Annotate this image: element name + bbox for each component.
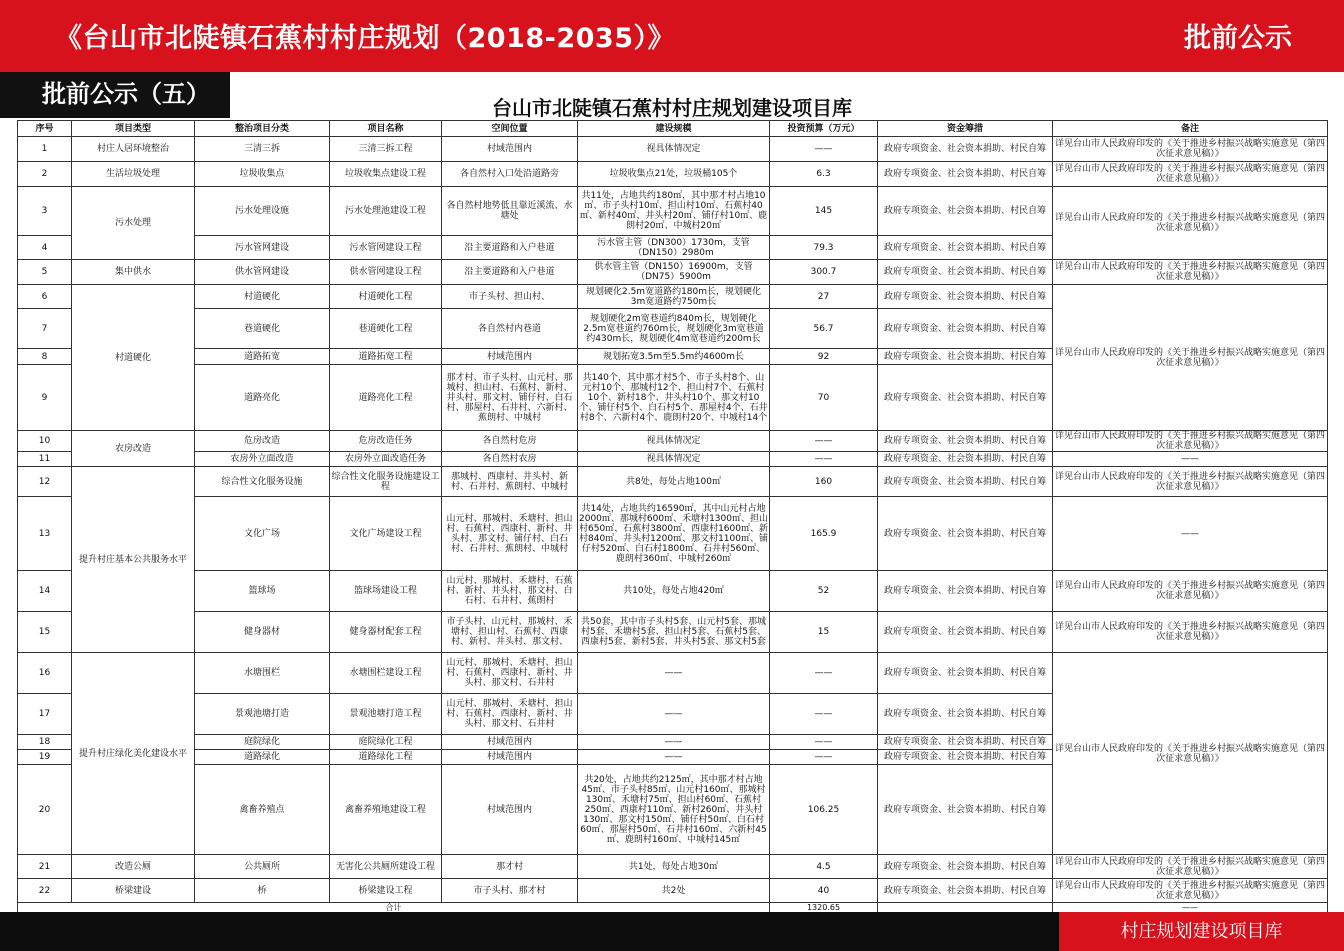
col-header-no: 序号 <box>18 121 72 137</box>
cell-investment: 145 <box>770 187 878 236</box>
cell-category: 污水处理设施 <box>195 187 330 236</box>
cell-location: 沿主要道路和入户巷道 <box>442 260 578 285</box>
cell-investment: —— <box>770 137 878 162</box>
cell-category: 巷道硬化 <box>195 309 330 349</box>
cell-category: 污水管网建设 <box>195 236 330 260</box>
cell-note: 详见台山市人民政府印发的《关于推进乡村振兴战略实施意见（第四次征求意见稿）》 <box>1053 162 1328 187</box>
cell-investment: 52 <box>770 571 878 612</box>
table-row <box>18 260 1328 285</box>
cell-no: 8 <box>18 349 72 365</box>
cell-name: 危房改造任务 <box>330 431 442 452</box>
table-row <box>18 571 1328 612</box>
cell-location: 村域范围内 <box>442 750 578 765</box>
section-label: 批前公示（五） <box>0 72 230 118</box>
cell-note: 详见台山市人民政府印发的《关于推进乡村振兴战略实施意见（第四次征求意见稿）》 <box>1053 855 1328 879</box>
cell-type: 改造公厕 <box>72 855 195 879</box>
cell-no: 16 <box>18 653 72 694</box>
cell-type: 农房改造 <box>72 431 195 467</box>
cell-note: 详见台山市人民政府印发的《关于推进乡村振兴战略实施意见（第四次征求意见稿）》 <box>1053 187 1328 260</box>
cell-no: 4 <box>18 236 72 260</box>
cell-funding: 政府专项资金、社会资本捐助、村民自筹 <box>878 452 1053 467</box>
cell-investment: 79.3 <box>770 236 878 260</box>
col-header-funding: 资金筹措 <box>878 121 1053 137</box>
cell-investment: —— <box>770 694 878 735</box>
cell-category: 禽畜养殖点 <box>195 765 330 855</box>
table-row <box>18 612 1328 653</box>
cell-investment: 15 <box>770 612 878 653</box>
total-funding <box>878 903 1053 913</box>
cell-category: 庭院绿化 <box>195 735 330 750</box>
project-table <box>17 120 1328 913</box>
table-row <box>18 285 1328 309</box>
cell-funding: 政府专项资金、社会资本捐助、村民自筹 <box>878 612 1053 653</box>
cell-investment: —— <box>770 750 878 765</box>
cell-location: 各自然村地势低且靠近溪流、水塘处 <box>442 187 578 236</box>
cell-note: —— <box>1053 452 1328 467</box>
cell-investment: —— <box>770 431 878 452</box>
cell-name: 庭院绿化工程 <box>330 735 442 750</box>
document-title: 《台山市北陡镇石蕉村村庄规划（2018-2035）》 <box>55 23 675 54</box>
cell-no: 14 <box>18 571 72 612</box>
cell-funding: 政府专项资金、社会资本捐助、村民自筹 <box>878 285 1053 309</box>
cell-scale: 供水管主管（DN150）16900m，支管（DN75）5900m <box>578 260 770 285</box>
cell-location: 沿主要道路和入户巷道 <box>442 236 578 260</box>
cell-note: 详见台山市人民政府印发的《关于推进乡村振兴战略实施意见（第四次征求意见稿）》 <box>1053 467 1328 497</box>
cell-category: 村道硬化 <box>195 285 330 309</box>
cell-funding: 政府专项资金、社会资本捐助、村民自筹 <box>878 365 1053 431</box>
total-value: 1320.65 <box>770 903 878 913</box>
cell-category: 垃圾收集点 <box>195 162 330 187</box>
cell-type: 桥梁建设 <box>72 879 195 903</box>
cell-category: 道路亮化 <box>195 365 330 431</box>
cell-scale: 视具体情况定 <box>578 452 770 467</box>
cell-type: 村道硬化 <box>72 285 195 431</box>
cell-scale: 共50套，其中市子头村5套、山元村5套、那城村5套、禾塘村5套、担山村5套、石蕉村5套、西康村5套、新村5套、井头村5套、那文村5套 <box>578 612 770 653</box>
cell-name: 道路亮化工程 <box>330 365 442 431</box>
cell-scale: 垃圾收集点21处，垃圾桶105个 <box>578 162 770 187</box>
cell-no: 15 <box>18 612 72 653</box>
cell-category: 公共厕所 <box>195 855 330 879</box>
cell-category: 农房外立面改造 <box>195 452 330 467</box>
cell-name: 道路绿化工程 <box>330 750 442 765</box>
table-row <box>18 855 1328 879</box>
col-header-scale: 建设规模 <box>578 121 770 137</box>
table-row <box>18 137 1328 162</box>
cell-name: 村道硬化工程 <box>330 285 442 309</box>
cell-name: 污水处理池建设工程 <box>330 187 442 236</box>
col-header-location: 空间位置 <box>442 121 578 137</box>
cell-scale: 共8处，每处占地100㎡ <box>578 467 770 497</box>
cell-no: 11 <box>18 452 72 467</box>
table-header-row <box>18 121 1328 137</box>
cell-no: 12 <box>18 467 72 497</box>
total-row <box>18 903 1328 913</box>
cell-name: 桥梁建设工程 <box>330 879 442 903</box>
cell-category: 文化广场 <box>195 497 330 571</box>
cell-funding: 政府专项资金、社会资本捐助、村民自筹 <box>878 137 1053 162</box>
table-row <box>18 467 1328 497</box>
cell-scale: 共140个，其中那才村5个、市子头村8个、山元村10个、那城村12个、担山村7个、石蕉村10个、新村18个、井头村10个、那文村10个、铺仔村5个、白石村5个、那屋村4个、石井村8个、六新村4个、鹿朗村20个、中城村14个 <box>578 365 770 431</box>
cell-investment: 27 <box>770 285 878 309</box>
col-header-note: 备注 <box>1053 121 1328 137</box>
table-row <box>18 162 1328 187</box>
cell-location: 市子头村、那才村 <box>442 879 578 903</box>
cell-funding: 政府专项资金、社会资本捐助、村民自筹 <box>878 260 1053 285</box>
cell-scale: 共1处，每处占地30㎡ <box>578 855 770 879</box>
cell-funding: 政府专项资金、社会资本捐助、村民自筹 <box>878 750 1053 765</box>
cell-note: 详见台山市人民政府印发的《关于推进乡村振兴战略实施意见（第四次征求意见稿）》 <box>1053 571 1328 612</box>
cell-category: 篮球场 <box>195 571 330 612</box>
cell-name: 水塘围栏建设工程 <box>330 653 442 694</box>
cell-no: 10 <box>18 431 72 452</box>
cell-scale: —— <box>578 653 770 694</box>
table-row <box>18 431 1328 452</box>
cell-location: 山元村、那城村、禾塘村、石蕉村、新村、井头村、那文村、白石村、石井村、蕉朗村 <box>442 571 578 612</box>
cell-scale: —— <box>578 750 770 765</box>
cell-note: 详见台山市人民政府印发的《关于推进乡村振兴战略实施意见（第四次征求意见稿）》 <box>1053 285 1328 431</box>
cell-scale: 视具体情况定 <box>578 431 770 452</box>
table-row <box>18 653 1328 694</box>
cell-name: 供水管网建设工程 <box>330 260 442 285</box>
cell-note: 详见台山市人民政府印发的《关于推进乡村振兴战略实施意见（第四次征求意见稿）》 <box>1053 137 1328 162</box>
cell-scale: 共20处，占地共约2125㎡，其中那才村占地45㎡、市子头村85㎡、山元村160㎡、那城村130㎡、禾塘村75㎡、担山村60㎡、石蕉村250㎡、西康村110㎡、新村260㎡、井头村130㎡、那文村150㎡、铺仔村50㎡、白石村60㎡、那屋村50㎡、石井村160㎡、六新村45㎡、鹿朗村160㎡、中城村145㎡ <box>578 765 770 855</box>
cell-name: 健身器材配套工程 <box>330 612 442 653</box>
cell-type: 提升村庄绿化美化建设水平 <box>72 653 195 855</box>
cell-investment: —— <box>770 653 878 694</box>
cell-location: 那城村、西康村、井头村、新村、石井村、蕉朗村、中城村 <box>442 467 578 497</box>
cell-funding: 政府专项资金、社会资本捐助、村民自筹 <box>878 855 1053 879</box>
cell-investment: —— <box>770 735 878 750</box>
cell-location: 各自然村农房 <box>442 452 578 467</box>
cell-scale: 规划硬化2.5m宽道路约180m长，规划硬化3m宽道路约750m长 <box>578 285 770 309</box>
cell-note: 详见台山市人民政府印发的《关于推进乡村振兴战略实施意见（第四次征求意见稿）》 <box>1053 431 1328 452</box>
cell-category: 三清三拆 <box>195 137 330 162</box>
cell-funding: 政府专项资金、社会资本捐助、村民自筹 <box>878 879 1053 903</box>
cell-no: 19 <box>18 750 72 765</box>
cell-scale: 规划拓宽3.5m至5.5m约4600m长 <box>578 349 770 365</box>
cell-name: 篮球场建设工程 <box>330 571 442 612</box>
cell-location: 村域范围内 <box>442 137 578 162</box>
cell-scale: 规划硬化2m宽巷道约840m长，规划硬化2.5m宽巷道约760m长，规划硬化3m宽巷道约430m长，规划硬化4m宽巷道约200m长 <box>578 309 770 349</box>
cell-name: 农房外立面改造任务 <box>330 452 442 467</box>
cell-investment: 106.25 <box>770 765 878 855</box>
cell-no: 2 <box>18 162 72 187</box>
col-header-category: 整治项目分类 <box>195 121 330 137</box>
cell-location: 村域范围内 <box>442 765 578 855</box>
cell-no: 5 <box>18 260 72 285</box>
cell-category: 道路绿化 <box>195 750 330 765</box>
cell-funding: 政府专项资金、社会资本捐助、村民自筹 <box>878 571 1053 612</box>
cell-location: 那才村 <box>442 855 578 879</box>
cell-funding: 政府专项资金、社会资本捐助、村民自筹 <box>878 309 1053 349</box>
table-row <box>18 452 1328 467</box>
cell-location: 村域范围内 <box>442 349 578 365</box>
cell-location: 村域范围内 <box>442 735 578 750</box>
table-row <box>18 497 1328 571</box>
cell-investment: 4.5 <box>770 855 878 879</box>
cell-funding: 政府专项资金、社会资本捐助、村民自筹 <box>878 765 1053 855</box>
cell-funding: 政府专项资金、社会资本捐助、村民自筹 <box>878 431 1053 452</box>
cell-investment: 160 <box>770 467 878 497</box>
table-title <box>0 92 1344 121</box>
cell-investment: 92 <box>770 349 878 365</box>
cell-type: 生活垃圾处理 <box>72 162 195 187</box>
cell-location: 各自然村危房 <box>442 431 578 452</box>
table-title-text: 台山市北陡镇石蕉村村庄规划建设项目库 <box>492 96 852 120</box>
cell-category: 供水管网建设 <box>195 260 330 285</box>
cell-category: 水塘围栏 <box>195 653 330 694</box>
cell-no: 18 <box>18 735 72 750</box>
cell-scale: 污水管主管（DN300）1730m，支管（DN150）2980m <box>578 236 770 260</box>
cell-scale: 共10处，每处占地420㎡ <box>578 571 770 612</box>
cell-funding: 政府专项资金、社会资本捐助、村民自筹 <box>878 162 1053 187</box>
table-row <box>18 187 1328 236</box>
cell-category: 危房改造 <box>195 431 330 452</box>
cell-no: 20 <box>18 765 72 855</box>
total-label: 合计 <box>18 903 770 913</box>
cell-name: 景观池塘打造工程 <box>330 694 442 735</box>
col-header-investment: 投资预算（万元） <box>770 121 878 137</box>
cell-no: 17 <box>18 694 72 735</box>
cell-funding: 政府专项资金、社会资本捐助、村民自筹 <box>878 187 1053 236</box>
cell-location: 山元村、那城村、禾塘村、担山村、石蕉村、西康村、新村、井头村、那文村、石井村 <box>442 653 578 694</box>
cell-funding: 政府专项资金、社会资本捐助、村民自筹 <box>878 349 1053 365</box>
cell-funding: 政府专项资金、社会资本捐助、村民自筹 <box>878 497 1053 571</box>
cell-name: 巷道硬化工程 <box>330 309 442 349</box>
cell-no: 13 <box>18 497 72 571</box>
cell-investment: 70 <box>770 365 878 431</box>
cell-scale: —— <box>578 694 770 735</box>
col-header-name: 项目名称 <box>330 121 442 137</box>
cell-location: 各自然村入口处沿道路旁 <box>442 162 578 187</box>
cell-funding: 政府专项资金、社会资本捐助、村民自筹 <box>878 653 1053 694</box>
cell-category: 道路拓宽 <box>195 349 330 365</box>
cell-funding: 政府专项资金、社会资本捐助、村民自筹 <box>878 467 1053 497</box>
cell-name: 垃圾收集点建设工程 <box>330 162 442 187</box>
cell-investment: 300.7 <box>770 260 878 285</box>
cell-name: 综合性文化服务设施建设工程 <box>330 467 442 497</box>
footer-tag: 村庄规划建设项目库 <box>1059 912 1344 951</box>
col-header-type: 项目类型 <box>72 121 195 137</box>
total-note: —— <box>1053 903 1328 913</box>
cell-category: 桥 <box>195 879 330 903</box>
cell-investment: 40 <box>770 879 878 903</box>
cell-type: 提升村庄基本公共服务水平 <box>72 467 195 653</box>
cell-funding: 政府专项资金、社会资本捐助、村民自筹 <box>878 735 1053 750</box>
cell-note: 详见台山市人民政府印发的《关于推进乡村振兴战略实施意见（第四次征求意见稿）》 <box>1053 653 1328 855</box>
cell-investment: 6.3 <box>770 162 878 187</box>
cell-note: 详见台山市人民政府印发的《关于推进乡村振兴战略实施意见（第四次征求意见稿）》 <box>1053 260 1328 285</box>
cell-no: 7 <box>18 309 72 349</box>
cell-no: 6 <box>18 285 72 309</box>
cell-type: 集中供水 <box>72 260 195 285</box>
cell-type: 污水处理 <box>72 187 195 260</box>
notice-tag: 批前公示 <box>1184 23 1292 54</box>
cell-note: 详见台山市人民政府印发的《关于推进乡村振兴战略实施意见（第四次征求意见稿）》 <box>1053 612 1328 653</box>
cell-funding: 政府专项资金、社会资本捐助、村民自筹 <box>878 236 1053 260</box>
cell-no: 9 <box>18 365 72 431</box>
cell-name: 文化广场建设工程 <box>330 497 442 571</box>
cell-no: 22 <box>18 879 72 903</box>
cell-type: 村庄人居环境整治 <box>72 137 195 162</box>
cell-category: 综合性文化服务设施 <box>195 467 330 497</box>
cell-scale: 共11处，占地共约180㎡，其中那才村占地10㎡、市子头村10㎡、担山村10㎡、石蕉村40㎡、新村40㎡、井头村20㎡、铺仔村10㎡、鹿朗村20㎡、中城村20㎡ <box>578 187 770 236</box>
cell-scale: —— <box>578 735 770 750</box>
cell-funding: 政府专项资金、社会资本捐助、村民自筹 <box>878 694 1053 735</box>
cell-location: 各自然村内巷道 <box>442 309 578 349</box>
cell-location: 市子头村、担山村、 <box>442 285 578 309</box>
cell-no: 3 <box>18 187 72 236</box>
cell-location: 山元村、那城村、禾塘村、担山村、石蕉村、西康村、新村、井头村、那文村、铺仔村、白石村、石井村、蕉朗村、中城村 <box>442 497 578 571</box>
cell-investment: —— <box>770 452 878 467</box>
cell-name: 三清三拆工程 <box>330 137 442 162</box>
cell-category: 景观池塘打造 <box>195 694 330 735</box>
cell-name: 无害化公共厕所建设工程 <box>330 855 442 879</box>
cell-note: 详见台山市人民政府印发的《关于推进乡村振兴战略实施意见（第四次征求意见稿）》 <box>1053 879 1328 903</box>
cell-location: 山元村、那城村、禾塘村、担山村、石蕉村、西康村、新村、井头村、那文村、石井村 <box>442 694 578 735</box>
cell-category: 健身器材 <box>195 612 330 653</box>
cell-investment: 56.7 <box>770 309 878 349</box>
cell-scale: 共2处 <box>578 879 770 903</box>
cell-name: 污水管网建设工程 <box>330 236 442 260</box>
cell-location: 那才村、市子头村、山元村、那城村、担山村、石蕉村、新村、井头村、那文村、铺仔村、白石村、那屋村、石井村、六新村、蕉朗村、中城村 <box>442 365 578 431</box>
cell-note: —— <box>1053 497 1328 571</box>
table-row <box>18 879 1328 903</box>
cell-scale: 视具体情况定 <box>578 137 770 162</box>
cell-location: 市子头村、山元村、那城村、禾塘村、担山村、石蕉村、西康村、新村、井头村、那文村、 <box>442 612 578 653</box>
cell-scale: 共14处，占地共约16590㎡，其中山元村占地2000㎡、那城村600㎡、禾塘村1300㎡、担山村650㎡、石蕉村3800㎡、西康村1600㎡、新村840㎡、井头村1200㎡、那文村1100㎡、铺仔村520㎡、白石村1800㎡、石井村560㎡、鹿朗村360㎡、中城村260㎡ <box>578 497 770 571</box>
cell-no: 1 <box>18 137 72 162</box>
cell-name: 道路拓宽工程 <box>330 349 442 365</box>
cell-no: 21 <box>18 855 72 879</box>
cell-name: 禽畜养殖地建设工程 <box>330 765 442 855</box>
cell-investment: 165.9 <box>770 497 878 571</box>
